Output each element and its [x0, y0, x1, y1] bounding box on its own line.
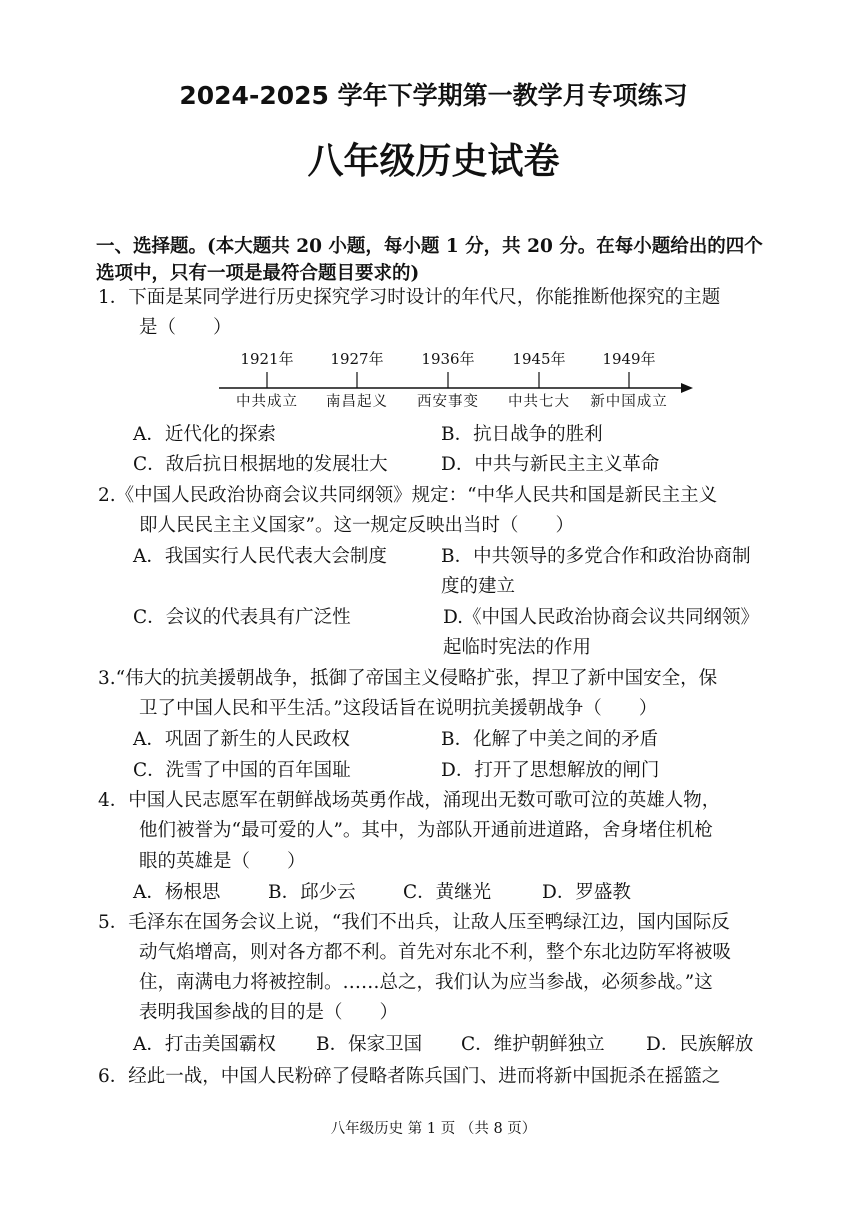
- q5-option-a: A．打击美国霸权: [133, 1034, 276, 1055]
- q4-option-c: C．黄继光: [403, 882, 492, 903]
- q1-stem-line2: 是（ ）: [139, 317, 232, 338]
- timeline-year: 1945年: [512, 350, 566, 368]
- q4-option-d: D．罗盛教: [542, 882, 631, 903]
- exam-title: 八年级历史试卷: [307, 141, 560, 182]
- q2-option-b-line1: B．中共领导的多党合作和政治协商制: [441, 546, 751, 567]
- timeline-event: 南昌起义: [326, 394, 388, 410]
- q1-option-a: A．近代化的探索: [133, 424, 276, 445]
- q2-option-b-line2: 度的建立: [441, 576, 516, 597]
- q1-option-b: B．抗日战争的胜利: [441, 424, 603, 445]
- q1-stem-line1: 1．下面是某同学进行历史探究学习时设计的年代尺，你能推断他探究的主题: [98, 287, 721, 308]
- q3-stem-line2: 卫了中国人民和平生活。”这段话旨在说明抗美援朝战争（ ）: [139, 698, 658, 719]
- q2-option-d-line1: D.《中国人民政治协商会议共同纲领》: [443, 607, 760, 628]
- q4-stem-line3: 眼的英雄是（ ）: [139, 851, 306, 872]
- timeline-arrow: [681, 383, 693, 393]
- q4-option-a: A．杨根思: [133, 882, 221, 903]
- timeline-event: 中共七大: [508, 394, 570, 410]
- page-footer: 八年级历史 第 1 页 （共 8 页）: [330, 1121, 537, 1137]
- q3-stem-line1: 3.“伟大的抗美援朝战争，抵御了帝国主义侵略扩张，捍卫了新中国安全，保: [98, 668, 718, 689]
- q5-option-b: B．保家卫国: [316, 1034, 423, 1055]
- q5-option-d: D．民族解放: [646, 1034, 754, 1055]
- timeline-year: 1927年: [330, 350, 384, 368]
- exam-subtitle: 2024-2025 学年下学期第一教学月专项练习: [179, 81, 688, 110]
- q4-stem-line2: 他们被誉为“最可爱的人”。其中，为部队开通前进道路，舍身堵住机枪: [139, 820, 713, 841]
- timeline-event: 新中国成立: [590, 394, 668, 410]
- timeline-event: 西安事变: [417, 394, 479, 410]
- q5-stem-line3: 住，南满电力将被控制。……总之，我们认为应当参战，必须参战。”这: [139, 972, 713, 993]
- q4-stem-line1: 4．中国人民志愿军在朝鲜战场英勇作战，涌现出无数可歌可泣的英雄人物，: [98, 790, 721, 811]
- q1-option-d: D．中共与新民主主义革命: [441, 454, 660, 475]
- q5-option-c: C．维护朝鲜独立: [461, 1034, 605, 1055]
- timeline-year: 1949年: [602, 350, 656, 368]
- section-heading-line1: 一、选择题。(本大题共 20 小题，每小题 1 分，共 20 分。在每小题给出的四个: [96, 236, 763, 257]
- q3-option-b: B．化解了中美之间的矛盾: [441, 729, 659, 750]
- q6-stem-line1: 6．经此一战，中国人民粉碎了侵略者陈兵国门、进而将新中国扼杀在摇篮之: [98, 1066, 721, 1087]
- timeline-year: 1921年: [240, 350, 294, 368]
- q3-option-c: C．洗雪了中国的百年国耻: [133, 760, 351, 781]
- q5-stem-line4: 表明我国参战的目的是（ ）: [139, 1002, 399, 1023]
- q2-option-c: C．会议的代表具有广泛性: [133, 607, 351, 628]
- q2-option-a: A．我国实行人民代表大会制度: [133, 546, 387, 567]
- timeline-event: 中共成立: [236, 394, 298, 410]
- q5-stem-line1: 5．毛泽东在国务会议上说，“我们不出兵，让敌人压至鸭绿江边，国内国际反: [98, 912, 730, 933]
- q2-option-d-line2: 起临时宪法的作用: [443, 637, 592, 658]
- section-heading-line2: 选项中，只有一项是最符合题目要求的): [96, 263, 420, 284]
- q5-stem-line2: 动气焰增高，则对各方都不利。首先对东北不利，整个东北边防军将被吸: [139, 942, 732, 963]
- q2-stem-line2: 即人民民主主义国家”。这一规定反映出当时（ ）: [139, 515, 574, 536]
- q1-timeline: [215, 348, 695, 412]
- q3-option-d: D．打开了思想解放的闸门: [441, 760, 660, 781]
- q1-option-c: C．敌后抗日根据地的发展壮大: [133, 454, 388, 475]
- timeline-year: 1936年: [421, 350, 475, 368]
- q4-option-b: B．邱少云: [268, 882, 356, 903]
- q3-option-a: A．巩固了新生的人民政权: [133, 729, 350, 750]
- q2-stem-line1: 2.《中国人民政治协商会议共同纲领》规定：“中华人民共和国是新民主主义: [98, 485, 718, 506]
